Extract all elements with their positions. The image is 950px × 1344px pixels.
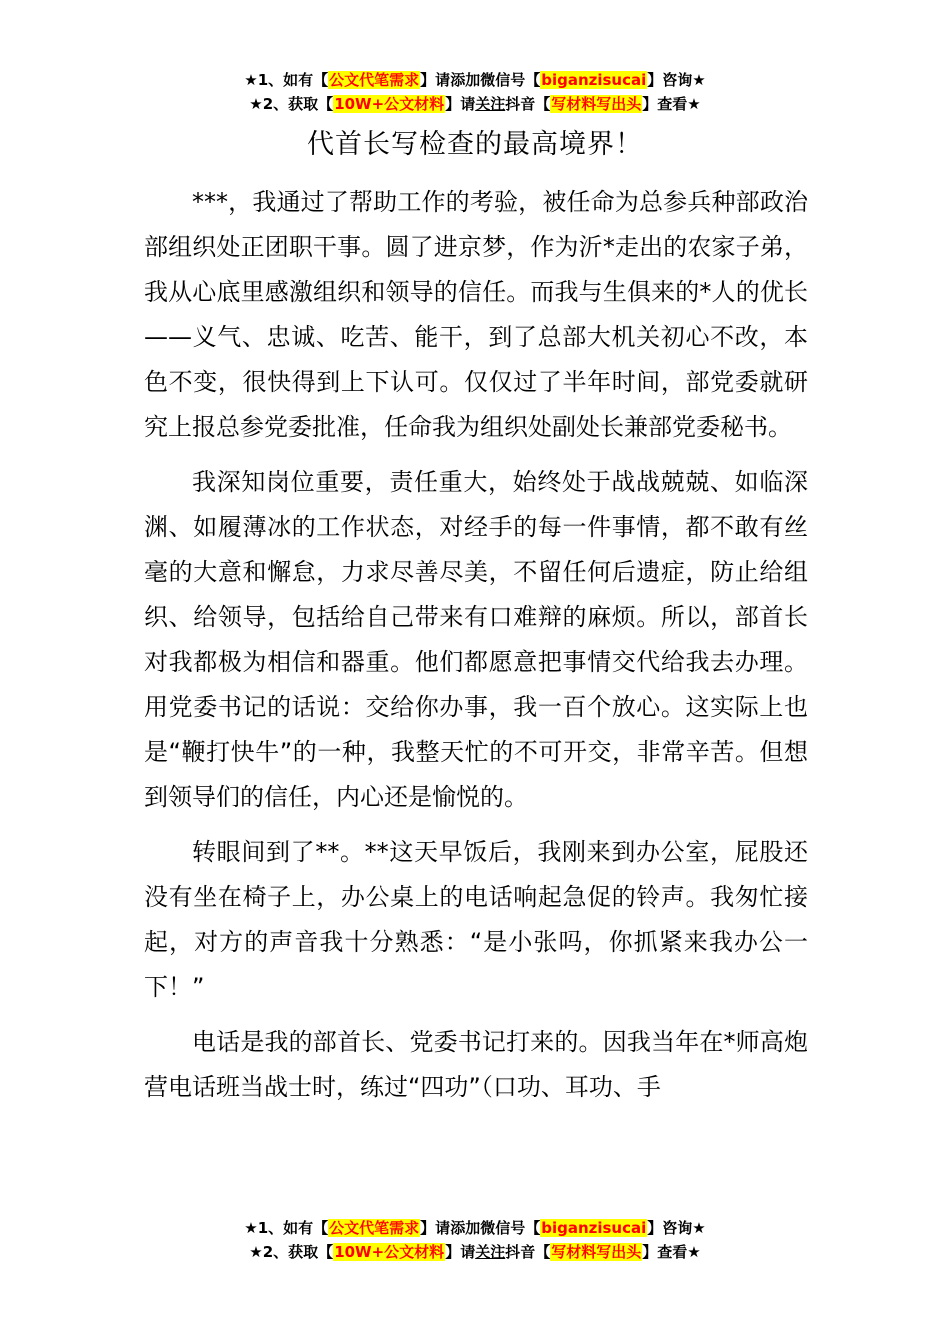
promo-text: 】请 — [445, 1243, 476, 1261]
promo-highlight: 10W+公文材料 — [334, 1243, 445, 1261]
paragraph-1: ***，我通过了帮助工作的考验，被任命为总参兵种部政治部组织处正团职干事。圆了进京梦，作为沂*走出的农家子弟，我从心底里感激组织和领导的信任。而我与生俱来的*人的优长——义气、忠诚、吃苦、能干，到了总部大机关初心不改，本色不变，很快得到上下认可。仅仅过了半年时间，部党委就研究上报总参党委批准，任命我为组织处副处长兼部党委秘书。 — [144, 188, 808, 441]
promo-text: 抖音【 — [505, 95, 551, 113]
paragraph-3: 转眼间到了**。**这天早饭后，我刚来到办公室，屁股还没有坐在椅子上，办公桌上的电话响起急促的铃声。我匆忙接起，对方的声音我十分熟悉：“是小张吗，你抓紧来我办公一下！” — [144, 838, 808, 1001]
paragraph-2: 我深知岗位重要，责任重大，始终处于战战兢兢、如临深渊、如履薄冰的工作状态，对经手的每一件事情，都不敢有丝毫的大意和懈怠，力求尽善尽美，不留任何后遗症，防止给组织、给领导，包括给自己带来有口难辩的麻烦。所以，部首长对我都极为相信和器重。他们都愿意把事情交代给我去办理。用党委书记的话说：交给你办事，我一百个放心。这实际上也是“鞭打快牛”的一种，我整天忙的不可开交，非常辛苦。但想到领导们的信任，内心还是愉悦的。 — [144, 468, 808, 811]
promo-text: ★2、获取【 — [249, 1243, 334, 1261]
promo-highlight: 10W+公文材料 — [334, 95, 445, 113]
promo-line-1 — [0, 68, 950, 92]
promo-text: 】咨询★ — [647, 71, 706, 89]
promo-highlight: biganzisucai — [541, 71, 647, 89]
promo-highlight: 写材料写出头 — [551, 95, 642, 113]
promo-emphasis: 关注 — [475, 95, 506, 113]
promo-text: ★2、获取【 — [249, 95, 334, 113]
promo-line-1 — [0, 1216, 950, 1240]
promo-highlight: 公文代笔需求 — [329, 1219, 420, 1237]
promo-highlight: 公文代笔需求 — [329, 71, 420, 89]
promo-header — [0, 68, 950, 116]
promo-highlight: biganzisucai — [541, 1219, 647, 1237]
document-body — [144, 180, 808, 1120]
promo-text: 】请 — [420, 1219, 451, 1237]
promo-text: ★1、如有【 — [244, 1219, 329, 1237]
paragraph-4: 电话是我的部首长、党委书记打来的。因我当年在*师高炮营电话班当战士时，练过“四功”（口功、耳功、手 — [144, 1028, 808, 1101]
promo-text: 】请 — [445, 95, 476, 113]
promo-line-2 — [0, 1240, 950, 1264]
promo-text: 】请 — [420, 71, 451, 89]
promo-text: 】查看★ — [642, 1243, 701, 1261]
promo-text: 微信号【 — [480, 71, 541, 89]
promo-emphasis: 添加 — [450, 71, 481, 89]
promo-line-2 — [0, 92, 950, 116]
promo-emphasis: 关注 — [475, 1243, 506, 1261]
promo-highlight: 写材料写出头 — [551, 1243, 642, 1261]
promo-text: 抖音【 — [505, 1243, 551, 1261]
promo-emphasis: 添加 — [450, 1219, 481, 1237]
document-title: 代首长写检查的最高境界！ — [307, 129, 643, 160]
promo-text: 】咨询★ — [647, 1219, 706, 1237]
promo-footer — [0, 1216, 950, 1264]
promo-text: 】查看★ — [642, 95, 701, 113]
promo-text: ★1、如有【 — [244, 71, 329, 89]
promo-text: 微信号【 — [480, 1219, 541, 1237]
